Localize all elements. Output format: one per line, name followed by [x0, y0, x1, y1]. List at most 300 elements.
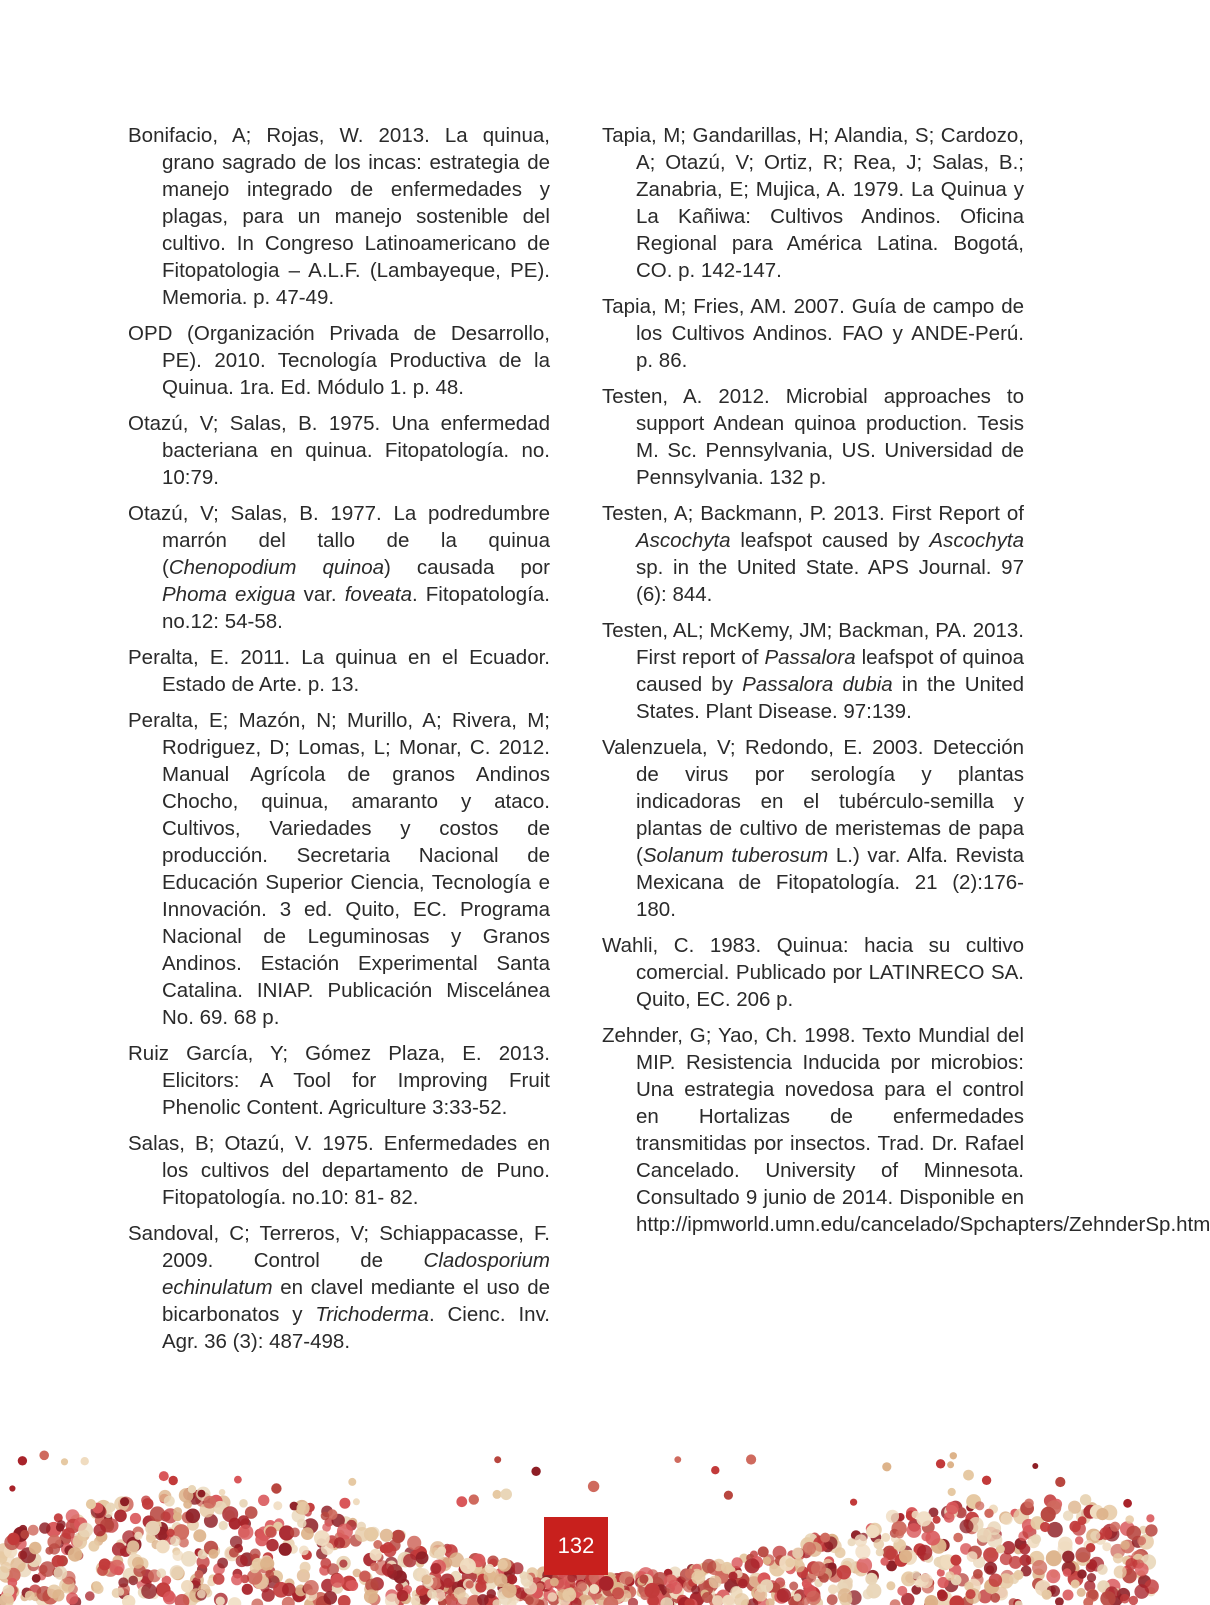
reference-text: Wahli, C. 1983. Quinua: hacia su cultivo comercial. Publicado por LATINRECO SA. Quito, EC. 206 p. [602, 934, 1024, 1011]
quinoa-grain [466, 1580, 474, 1588]
quinoa-grain [876, 1548, 884, 1556]
quinoa-grain [1077, 1569, 1086, 1578]
reference-italic-text: Cladosporium echinulatum [162, 1249, 550, 1299]
quinoa-grain [39, 1522, 50, 1533]
quinoa-grain [1125, 1515, 1134, 1524]
quinoa-grain [866, 1525, 879, 1538]
quinoa-grain [66, 1592, 78, 1604]
reference-text: Valenzuela, V; Redondo, E. 2003. Detección de virus por serología y plantas indicadoras en el tubérculo-semilla y plantas de cultivo de meristemas de papa ( [602, 736, 1024, 867]
quinoa-grain [430, 1563, 441, 1574]
quinoa-grain [1137, 1536, 1146, 1545]
quinoa-grain [924, 1595, 938, 1605]
quinoa-grain [314, 1530, 330, 1546]
quinoa-grain [164, 1496, 175, 1507]
quinoa-grain [897, 1586, 907, 1596]
reference-text: ) causada por [384, 556, 550, 579]
quinoa-grain [112, 1542, 126, 1556]
quinoa-grain [820, 1533, 830, 1543]
quinoa-grain [936, 1459, 945, 1468]
quinoa-grain [266, 1539, 278, 1551]
quinoa-grain [990, 1593, 1000, 1603]
quinoa-grain [120, 1497, 129, 1506]
quinoa-grain [702, 1559, 716, 1573]
quinoa-grain [234, 1476, 242, 1484]
quinoa-grain [334, 1537, 345, 1548]
quinoa-grain [1120, 1540, 1130, 1550]
quinoa-grain [56, 1523, 64, 1531]
quinoa-grain [950, 1555, 961, 1566]
quinoa-grain [946, 1502, 959, 1515]
quinoa-grain [228, 1597, 241, 1605]
quinoa-grain [475, 1581, 486, 1592]
quinoa-grain [93, 1581, 101, 1589]
quinoa-grain [987, 1532, 1002, 1547]
quinoa-grain [984, 1509, 993, 1518]
quinoa-grain [170, 1536, 181, 1547]
page-number [544, 1517, 608, 1575]
quinoa-grain [456, 1496, 467, 1507]
reference-entry [602, 122, 1024, 284]
quinoa-grain [912, 1571, 921, 1580]
reference-text: leafspot caused by [731, 529, 930, 552]
reference-italic-text: foveata [345, 583, 412, 606]
quinoa-grain [850, 1499, 857, 1506]
quinoa-grain [670, 1582, 682, 1594]
quinoa-grain [9, 1485, 15, 1491]
reference-text: Tapia, M; Gandarillas, H; Alandia, S; Cardozo, A; Otazú, V; Ortiz, R; Rea, J; Salas, B.; Zanabria, E; Mujica, A. 1979. La Quinua y La Kañiwa: Cultivos Andinos. Oficina Regional para América Latina. Bogotá, CO. p. 142-147. [602, 124, 1024, 282]
quinoa-grain [576, 1581, 587, 1592]
quinoa-grain [81, 1457, 89, 1465]
quinoa-grain [118, 1577, 128, 1587]
quinoa-grain [188, 1485, 196, 1493]
quinoa-grain [128, 1576, 138, 1586]
quinoa-grain [194, 1570, 203, 1579]
quinoa-grain [746, 1454, 756, 1464]
quinoa-grain [427, 1589, 437, 1599]
quinoa-grain [304, 1580, 319, 1595]
quinoa-grain [639, 1574, 648, 1583]
quinoa-grain [1099, 1527, 1112, 1540]
quinoa-grain [485, 1564, 494, 1573]
quinoa-grain [163, 1591, 176, 1604]
reference-text: . Fitopatología. no.12: 54-58. [162, 583, 550, 633]
quinoa-grain [1063, 1568, 1072, 1577]
quinoa-grain [1075, 1536, 1083, 1544]
quinoa-grain [197, 1590, 206, 1599]
reference-entry [128, 122, 550, 311]
reference-entry [602, 932, 1024, 1013]
quinoa-grain [1102, 1542, 1111, 1551]
quinoa-grain [521, 1574, 534, 1587]
quinoa-grain [1032, 1463, 1038, 1469]
page-number-text: 132 [558, 1533, 595, 1559]
quinoa-grain [364, 1527, 378, 1541]
reference-text: OPD (Organización Privada de Desarrollo, PE). 2010. Tecnología Productiva de la Quinua. 1ra. Ed. Módulo 1. p. 48. [128, 322, 550, 399]
quinoa-grain [919, 1574, 933, 1588]
quinoa-grain [863, 1589, 873, 1599]
reference-text: Testen, AL; McKemy, JM; Backman, PA. 2013. First report of [602, 619, 1024, 669]
quinoa-grain [1086, 1562, 1096, 1572]
quinoa-grain [1063, 1511, 1073, 1521]
quinoa-grain [422, 1575, 432, 1585]
quinoa-grain [937, 1591, 948, 1602]
references-left-column [128, 122, 550, 1364]
reference-text: L.) var. Alfa. Revista Mexicana de Fitopatología. 21 (2):176-180. [636, 844, 1024, 921]
quinoa-grain [1062, 1551, 1074, 1563]
quinoa-grain [550, 1578, 559, 1587]
quinoa-grain [1135, 1563, 1149, 1577]
quinoa-grain [960, 1519, 974, 1533]
quinoa-grain [588, 1481, 599, 1492]
quinoa-grain [251, 1599, 263, 1605]
reference-text: Bonifacio, A; Rojas, W. 2013. La quinua, grano sagrado de los incas: estrategia de manejo integrado de enfermedades y plagas, para un manejo sostenible del cultivo. In Congreso Latinoamericano de Fitopatologia – A.L.F. (Lambayeque, PE). Memoria. p. 47-49. [128, 124, 550, 309]
quinoa-grain [347, 1580, 358, 1591]
reference-text: Otazú, V; Salas, B. 1975. Una enfermedad bacteriana en quinua. Fitopatología. no. 10:79. [128, 412, 550, 489]
quinoa-grain [1097, 1564, 1108, 1575]
quinoa-grain [460, 1558, 476, 1574]
reference-text: . Cienc. Inv. Agr. 36 (3): 487-498. [162, 1303, 550, 1353]
reference-italic-text: Passalora dubia [742, 673, 893, 696]
quinoa-grain [7, 1533, 20, 1546]
quinoa-grain [209, 1549, 219, 1559]
quinoa-grain [494, 1456, 501, 1463]
quinoa-grain [40, 1561, 56, 1577]
reference-text: Testen, A. 2012. Microbial approaches to support Andean quinoa production. Tesis M. Sc. Pennsylvania, US. Universidad de Pennsylvania. 132 p. [602, 385, 1024, 489]
quinoa-grain [300, 1562, 311, 1573]
reference-italic-text: Ascochyta [636, 529, 731, 552]
quinoa-grain [370, 1563, 379, 1572]
quinoa-grain [763, 1557, 771, 1565]
quinoa-grain [644, 1583, 659, 1598]
quinoa-grain [331, 1574, 345, 1588]
quinoa-grain [324, 1591, 338, 1605]
quinoa-grain [865, 1573, 877, 1585]
quinoa-grain [1087, 1573, 1096, 1582]
reference-italic-text: Solanum tuberosum [643, 844, 828, 867]
quinoa-grain [777, 1588, 791, 1602]
quinoa-grain [1090, 1531, 1100, 1541]
quinoa-grain [94, 1524, 106, 1536]
quinoa-grain [273, 1501, 282, 1510]
quinoa-grain [29, 1542, 42, 1555]
quinoa-grain [1009, 1556, 1022, 1569]
reference-text: Sandoval, C; Terreros, V; Schiappacasse, F. 2009. Control de [128, 1222, 550, 1272]
quinoa-grain [975, 1501, 984, 1510]
quinoa-grain [397, 1590, 408, 1601]
quinoa-grain [299, 1546, 309, 1556]
quinoa-grain [886, 1581, 895, 1590]
quinoa-grain [114, 1510, 127, 1523]
quinoa-grain [54, 1566, 68, 1580]
reference-text: sp. in the United State. APS Journal. 97 (6): 844. [636, 556, 1024, 606]
quinoa-grain [857, 1557, 873, 1573]
quinoa-grain [494, 1573, 508, 1587]
quinoa-grain [250, 1549, 261, 1560]
quinoa-grain [260, 1557, 274, 1571]
quinoa-grain [49, 1543, 60, 1554]
quinoa-grain [85, 1591, 95, 1601]
quinoa-grain [512, 1562, 524, 1574]
quinoa-grain [134, 1532, 142, 1540]
quinoa-grain [301, 1527, 314, 1540]
quinoa-grain [469, 1494, 479, 1504]
quinoa-grain [382, 1563, 394, 1575]
quinoa-grain [881, 1533, 890, 1542]
quinoa-grain [498, 1559, 508, 1569]
quinoa-grain [1041, 1507, 1056, 1522]
reference-text: Ruiz García, Y; Gómez Plaza, E. 2013. Elicitors: A Tool for Improving Fruit Phenolic Content. Agriculture 3:33-52. [128, 1042, 550, 1119]
quinoa-grain [127, 1540, 139, 1552]
reference-entry [128, 1040, 550, 1121]
quinoa-grain [806, 1591, 821, 1605]
quinoa-grain [838, 1588, 852, 1602]
quinoa-grain [702, 1592, 713, 1603]
quinoa-grain [337, 1524, 353, 1540]
quinoa-grain [141, 1583, 157, 1599]
reference-entry [602, 500, 1024, 608]
reference-text: Otazú, V; Salas, B. 1977. La podredumbre marrón del tallo de la quinua ( [128, 502, 550, 579]
quinoa-grain [880, 1557, 888, 1565]
quinoa-grain [130, 1513, 141, 1524]
quinoa-grain [159, 1471, 169, 1481]
quinoa-grain [145, 1521, 160, 1536]
quinoa-grain [984, 1562, 997, 1575]
quinoa-grain [440, 1574, 454, 1588]
quinoa-grain [297, 1519, 306, 1528]
quinoa-grain [99, 1558, 111, 1570]
reference-text: Peralta, E; Mazón, N; Murillo, A; Rivera, M; Rodriguez, D; Lomas, L; Monar, C. 2012. Manual Agrícola de granos Andinos Chocho, quinua, amaranto y ataco. Cultivos, Variedades y costos de producción. Secretaria Nacional de Educación Superior Ciencia, Tecnología e Innovación. 3 ed. Quito, EC. Programa Nacional de Leguminosas y Granos Andinos. Estación Experimental Santa Catalina. INIAP. Publicación Miscelánea No. 69. 68 p. [128, 709, 550, 1029]
quinoa-grain [279, 1543, 292, 1556]
quinoa-grain [589, 1584, 599, 1594]
quinoa-grain [1134, 1584, 1149, 1599]
quinoa-grain [68, 1547, 83, 1562]
quinoa-grain [1058, 1537, 1073, 1552]
quinoa-grain [186, 1509, 201, 1524]
quinoa-grain [157, 1568, 167, 1578]
quinoa-grain [1145, 1524, 1157, 1536]
quinoa-grain [967, 1551, 978, 1562]
quinoa-grain [948, 1488, 956, 1496]
reference-entry [602, 734, 1024, 923]
quinoa-grain [109, 1560, 124, 1575]
quinoa-grain [1042, 1590, 1052, 1600]
quinoa-grain [339, 1498, 350, 1509]
reference-text: Testen, A; Backmann, P. 2013. First Report of [602, 502, 1024, 525]
quinoa-grain [39, 1451, 49, 1461]
quinoa-grain [921, 1532, 930, 1541]
reference-entry [128, 1130, 550, 1211]
quinoa-grain [416, 1585, 427, 1596]
quinoa-grain [793, 1593, 801, 1601]
quinoa-grain [487, 1589, 496, 1598]
quinoa-grain [1069, 1521, 1080, 1532]
quinoa-grain [912, 1511, 920, 1519]
reference-entry [128, 707, 550, 1031]
quinoa-grain [1077, 1588, 1086, 1597]
quinoa-grain [828, 1584, 838, 1594]
quinoa-grain [106, 1503, 116, 1513]
reference-entry [602, 293, 1024, 374]
quinoa-grain [855, 1544, 870, 1559]
quinoa-grain [407, 1536, 421, 1550]
quinoa-grain [236, 1555, 248, 1567]
quinoa-grain [1129, 1596, 1138, 1605]
quinoa-grain [198, 1490, 206, 1498]
quinoa-grain [454, 1587, 466, 1599]
quinoa-grain [803, 1542, 816, 1555]
quinoa-grain [348, 1478, 356, 1486]
quinoa-grain [320, 1558, 331, 1569]
reference-entry [128, 1220, 550, 1355]
reference-entry [128, 410, 550, 491]
quinoa-grain [32, 1574, 41, 1583]
quinoa-grain [612, 1587, 624, 1599]
quinoa-grain [709, 1575, 722, 1588]
quinoa-grain [493, 1490, 502, 1499]
reference-entry [128, 320, 550, 401]
reference-italic-text: Phoma exigua [162, 583, 295, 606]
reference-italic-text: Passalora [764, 646, 855, 669]
quinoa-grain [262, 1589, 275, 1602]
quinoa-grain [982, 1476, 991, 1485]
quinoa-grain [1114, 1566, 1127, 1579]
quinoa-grain [758, 1546, 769, 1557]
quinoa-grain [370, 1549, 382, 1561]
quinoa-grain [792, 1548, 803, 1559]
reference-text: var. [295, 583, 344, 606]
quinoa-grain [548, 1592, 558, 1602]
quinoa-grain [837, 1565, 851, 1579]
quinoa-grain [0, 1562, 11, 1573]
quinoa-grain [25, 1591, 35, 1601]
quinoa-grain [599, 1576, 614, 1591]
quinoa-grain [86, 1499, 96, 1509]
quinoa-grain [353, 1498, 360, 1505]
quinoa-grain [500, 1489, 512, 1501]
quinoa-grain [848, 1538, 856, 1546]
quinoa-grain [242, 1584, 253, 1595]
quinoa-grain [1055, 1597, 1064, 1605]
reference-italic-text: Trichoderma [315, 1303, 429, 1326]
quinoa-grain [945, 1571, 954, 1580]
quinoa-grain [193, 1529, 206, 1542]
quinoa-grain [933, 1516, 941, 1524]
reference-text: Salas, B; Otazú, V. 1975. Enfermedades en los cultivos del departamento de Puno. Fitopatología. no.10: 81- 82. [128, 1132, 550, 1209]
quinoa-grain [1046, 1569, 1060, 1583]
quinoa-grain [907, 1523, 922, 1538]
quinoa-grain [1024, 1499, 1034, 1509]
quinoa-grain [403, 1554, 417, 1568]
quinoa-grain [359, 1571, 370, 1582]
quinoa-grain [395, 1583, 403, 1591]
references-right-column [602, 122, 1024, 1247]
quinoa-grain [338, 1595, 351, 1605]
quinoa-grain [238, 1525, 253, 1540]
quinoa-grain [219, 1521, 228, 1530]
quinoa-grain [116, 1588, 124, 1596]
quinoa-grain [173, 1507, 182, 1516]
reference-text: leafspot of quinoa caused by [636, 646, 1024, 696]
quinoa-grain [917, 1545, 932, 1560]
quinoa-grain [150, 1506, 165, 1521]
quinoa-grain [895, 1530, 904, 1539]
quinoa-grain [231, 1574, 243, 1586]
quinoa-grain [1080, 1494, 1091, 1505]
quinoa-grain [282, 1583, 296, 1597]
quinoa-grain [181, 1551, 197, 1567]
quinoa-grain [811, 1561, 826, 1576]
reference-entry [128, 500, 550, 635]
quinoa-grain [531, 1467, 540, 1476]
quinoa-grain [339, 1560, 347, 1568]
quinoa-grain [760, 1579, 773, 1592]
quinoa-grain [507, 1574, 517, 1584]
quinoa-grain [213, 1573, 225, 1585]
quinoa-grain [169, 1476, 178, 1485]
quinoa-grain [1063, 1590, 1074, 1601]
quinoa-grain [383, 1542, 394, 1553]
quinoa-grain [239, 1499, 248, 1508]
quinoa-grain [963, 1470, 974, 1481]
quinoa-grain [966, 1589, 976, 1599]
quinoa-grain [1001, 1513, 1013, 1525]
quinoa-grain [947, 1461, 954, 1468]
reference-italic-text: Chenopodium quinoa [169, 556, 384, 579]
quinoa-grain [785, 1558, 794, 1567]
quinoa-grain [219, 1489, 226, 1496]
quinoa-grain [899, 1550, 912, 1563]
reference-entry [602, 1022, 1024, 1238]
quinoa-grain [1040, 1522, 1050, 1532]
quinoa-grain [525, 1596, 534, 1605]
quinoa-grain [789, 1582, 798, 1591]
reference-italic-text: Ascochyta [929, 529, 1024, 552]
quinoa-grain [989, 1574, 1002, 1587]
quinoa-grain [434, 1549, 444, 1559]
quinoa-grain [1047, 1522, 1063, 1538]
reference-text: Zehnder, G; Yao, Ch. 1998. Texto Mundial del MIP. Resistencia Inducida por microbios: Una estrategia novedosa para el control en Hortalizas de enfermedades transmitidas por insectos. Trad. Dr. Rafael Cancelado. University of Minnesota. Consultado 9 junio de 2014. Disponible en http://ipmworld.umn.edu/cancelado/Spchapters/ZehnderSp.htm [602, 1024, 1210, 1236]
quinoa-grain [724, 1491, 733, 1500]
quinoa-grain [1055, 1477, 1065, 1487]
quinoa-grain [973, 1569, 983, 1579]
quinoa-grain [63, 1528, 75, 1540]
quinoa-grain [1014, 1570, 1024, 1580]
quinoa-grain [1146, 1514, 1154, 1522]
quinoa-grain [745, 1558, 760, 1573]
quinoa-grain [691, 1585, 700, 1594]
quinoa-grain [1113, 1553, 1123, 1563]
quinoa-grain [1031, 1534, 1041, 1544]
quinoa-grain [1071, 1580, 1080, 1589]
quinoa-grain [890, 1599, 901, 1605]
quinoa-grain [1096, 1508, 1108, 1520]
quinoa-grain [78, 1523, 93, 1538]
quinoa-grain [886, 1510, 899, 1523]
reference-entry [602, 383, 1024, 491]
quinoa-grain [882, 1462, 891, 1471]
quinoa-grain [729, 1572, 738, 1581]
quinoa-grain [1123, 1499, 1132, 1508]
reference-text: Peralta, E. 2011. La quinua en el Ecuador. Estado de Arte. p. 13. [128, 646, 550, 696]
quinoa-grain [738, 1579, 748, 1589]
quinoa-grain [1032, 1560, 1047, 1575]
quinoa-grain [1110, 1522, 1120, 1532]
quinoa-grain [170, 1565, 184, 1579]
quinoa-grain [1120, 1594, 1130, 1604]
quinoa-grain [141, 1496, 151, 1506]
quinoa-grain [52, 1589, 64, 1601]
quinoa-grain [203, 1496, 216, 1509]
